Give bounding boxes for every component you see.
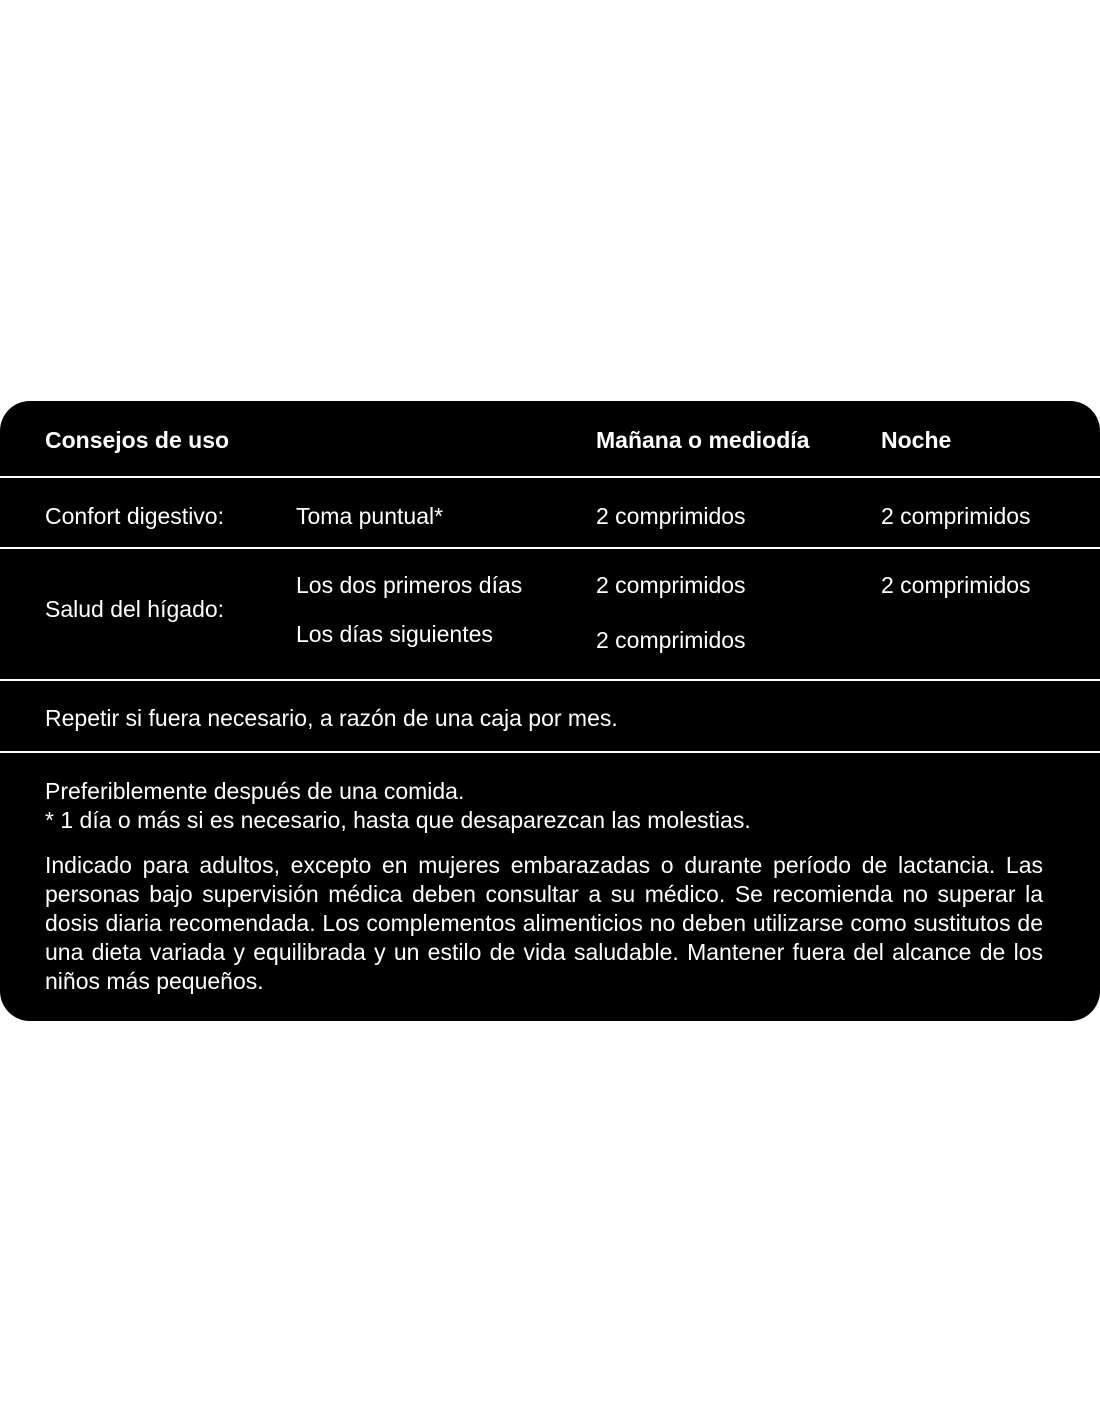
- liver-when-first-days: Los dos primeros días: [296, 572, 523, 598]
- header-morning-midday: Mañana o mediodía: [596, 427, 810, 453]
- row-label-digestive-comfort: Confort digestivo:: [45, 503, 224, 529]
- divider: [0, 751, 1100, 753]
- divider: [0, 547, 1100, 549]
- header-night: Noche: [881, 427, 952, 453]
- divider: [0, 476, 1100, 478]
- warning-paragraph: Indicado para adultos, excepto en mujeres embarazadas o durante período de lactancia. Las personas bajo supervisión médica deben consultar a su médico. Se recomienda no superar la dosis diaria recomendada. Los complementos alimenticios no deben utilizarse como sustitutos de una dieta variada y equilibrada y un estilo de vida saludable. Mantener fuera del alcance de los niños más pequeños.: [45, 852, 1043, 994]
- repeat-note: Repetir si fuera necesario, a razón de una caja por mes.: [45, 705, 618, 731]
- row-label-liver-health: Salud del hígado:: [45, 596, 225, 622]
- digestive-when: Toma puntual*: [296, 503, 444, 529]
- divider: [0, 679, 1100, 681]
- digestive-morning-dose: 2 comprimidos: [596, 503, 746, 529]
- header-usage-advice: Consejos de uso: [45, 427, 230, 453]
- note-after-meal: Preferiblemente después de una comida.: [45, 778, 465, 804]
- liver-following-days-morning-dose: 2 comprimidos: [596, 627, 746, 653]
- liver-first-days-morning-dose: 2 comprimidos: [596, 572, 746, 598]
- digestive-night-dose: 2 comprimidos: [881, 503, 1031, 529]
- liver-when-following-days: Los días siguientes: [296, 621, 493, 647]
- liver-first-days-night-dose: 2 comprimidos: [881, 572, 1031, 598]
- usage-advice-card: [0, 401, 1100, 1021]
- note-footnote: * 1 día o más si es necesario, hasta que desaparezcan las molestias.: [45, 807, 751, 833]
